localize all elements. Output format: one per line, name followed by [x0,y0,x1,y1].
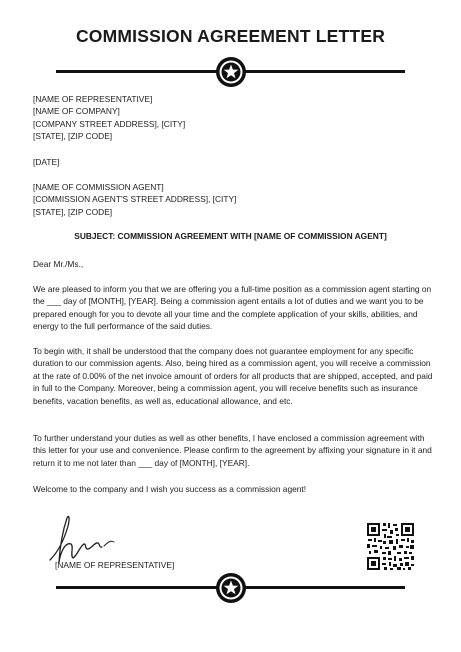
star-emblem-icon [215,572,247,604]
sender-line: [NAME OF REPRESENTATIVE] [33,94,153,104]
closing-line: Welcome to the company and I wish you success as a commission agent! [33,484,307,494]
signatory-name: [NAME OF REPRESENTATIVE] [55,560,175,570]
body-paragraph: We are pleased to inform you that we are offering you a full-time position as a commission agent starting on the ___ day of [MONTH], [YEAR]. Being a commission agent entails a lot of duties and we want you to be prepared enough for you to devote all your time and the complete application of your skills, abilities, and energy to the full performance of the said duties. [33,284,432,332]
recipient-address [33,181,433,218]
handwritten-signature [44,506,144,568]
sender-address [33,93,433,143]
body-paragraph: To further understand your duties as well as other benefits, I have enclosed a commission agreement with this letter for your use and convenience. Please confirm to the agreement by affixing your signature in it and return it to me not later than ___ day of [MONTH], [YEAR]. [33,433,432,468]
recipient-line: [COMMISSION AGENT'S STREET ADDRESS], [CITY] [33,194,237,205]
sender-line: [NAME OF COMPANY] [33,106,120,117]
sender-line: [STATE], [ZIP CODE] [33,131,113,142]
bottom-divider [56,573,405,603]
subject-line: SUBJECT: COMMISSION AGREEMENT WITH [NAME OF COMMISSION AGENT] [74,231,387,241]
body-paragraph: To begin with, it shall be understood that the company does not guarantee employment for any specific duration to our commission agents. Also, being hired as a commission agent, you will receive a commission at the rate of 0.00% of the net invoice amount of orders for all products that are shipped, accepted, and paid in full to the Company. Moreover, being a commission agent, you will receive benefits such as insurance benefits, vacation benefits, as well as, educational allowance, and etc. [33,346,433,406]
salutation: Dear Mr./Ms., [33,259,84,269]
qr-code [366,522,415,571]
recipient-line: [NAME OF COMMISSION AGENT] [33,182,164,192]
recipient-line: [STATE], [ZIP CODE] [33,206,113,217]
document-title: COMMISSION AGREEMENT LETTER [75,26,386,46]
letter-date: [DATE] [33,157,60,167]
sender-line: [COMPANY STREET ADDRESS], [CITY] [33,118,186,129]
star-emblem-icon [215,56,247,88]
top-divider [56,57,405,87]
